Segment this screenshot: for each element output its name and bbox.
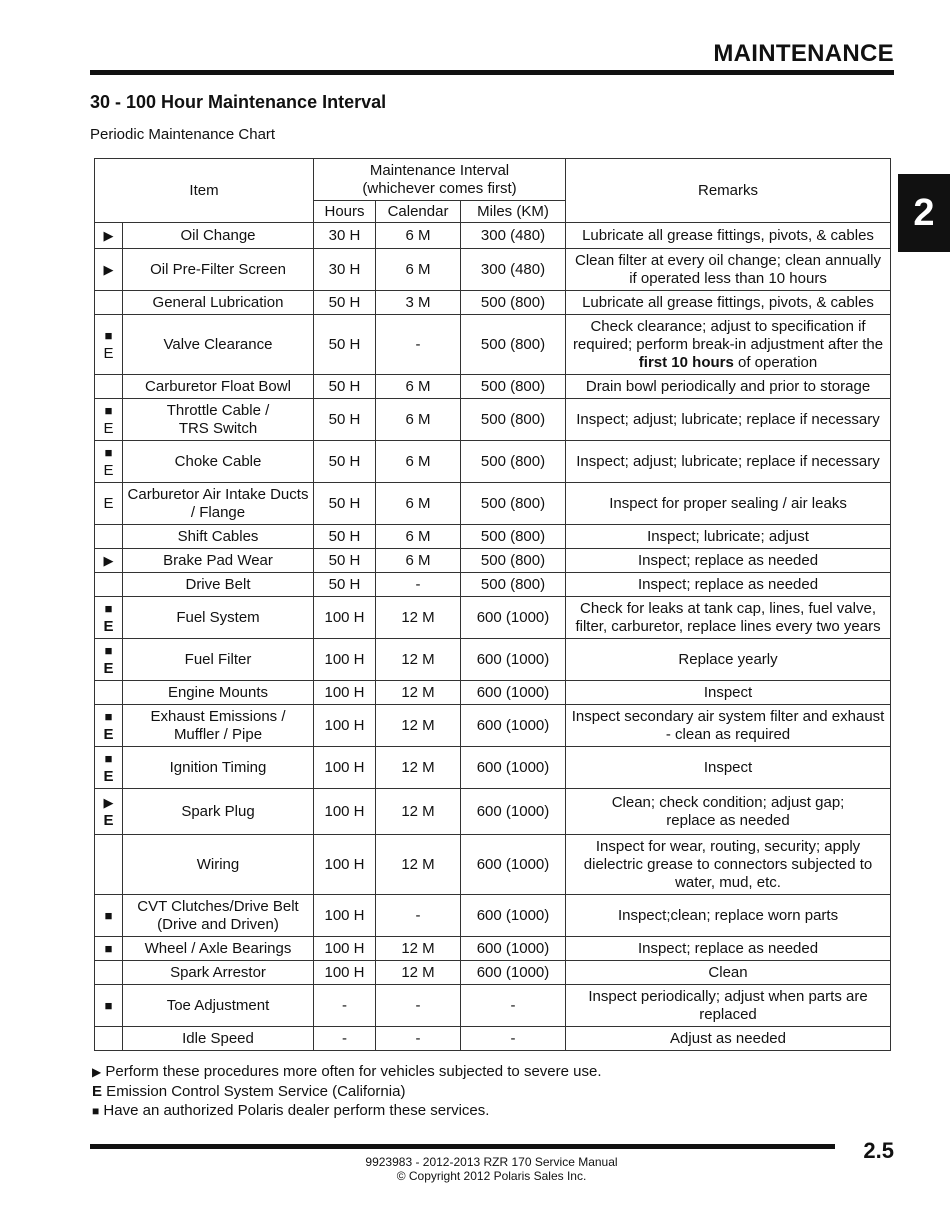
- row-hours: 50 H: [314, 573, 376, 597]
- row-remarks-line: Check for leaks at tank cap, lines, fuel valve,: [580, 599, 876, 617]
- emission-symbol: E: [103, 659, 114, 677]
- row-hours: 100 H: [314, 895, 376, 937]
- row-remarks-line: Inspect; replace as needed: [637, 939, 819, 957]
- header-hours: Hours: [314, 201, 376, 223]
- row-item: [123, 375, 314, 399]
- square-icon: ■: [104, 907, 113, 923]
- row-hours: 50 H: [314, 291, 376, 315]
- row-miles: 500 (800): [461, 573, 566, 597]
- row-remarks-line: Clean; check condition; adjust gap;: [611, 793, 845, 811]
- row-item-line: CVT Clutches/Drive Belt: [137, 897, 299, 915]
- row-miles: 500 (800): [461, 441, 566, 483]
- row-item-line: Toe Adjustment: [166, 996, 270, 1014]
- row-symbols: [95, 223, 123, 249]
- emission-symbol: E: [92, 1083, 103, 1100]
- header-calendar: Calendar: [376, 201, 461, 223]
- row-remarks-line: Clean filter at every oil change; clean annually: [575, 251, 882, 269]
- emission-symbol: E: [103, 811, 114, 829]
- row-remarks-line: Inspect: [703, 758, 753, 776]
- row-miles: 600 (1000): [461, 789, 566, 835]
- table-row: [95, 639, 891, 681]
- row-calendar: 12 M: [376, 835, 461, 895]
- table-row: [95, 681, 891, 705]
- table-row: [95, 835, 891, 895]
- row-item-line: TRS Switch: [178, 419, 258, 437]
- square-icon: ■: [104, 444, 113, 460]
- row-item: [123, 291, 314, 315]
- row-miles: -: [461, 1027, 566, 1051]
- page-heading: 30 - 100 Hour Maintenance Interval: [90, 92, 387, 112]
- emission-symbol: E: [103, 344, 114, 362]
- row-miles: 500 (800): [461, 375, 566, 399]
- row-calendar: 6 M: [376, 399, 461, 441]
- row-remarks-line: of operation: [733, 353, 818, 371]
- square-icon: ■: [104, 708, 113, 724]
- row-symbols: [95, 483, 123, 525]
- row-miles: 600 (1000): [461, 681, 566, 705]
- footer-manual: 9923983 - 2012-2013 RZR 170 Service Manual: [365, 1155, 618, 1169]
- row-calendar: -: [376, 573, 461, 597]
- row-calendar: 12 M: [376, 681, 461, 705]
- row-miles: 500 (800): [461, 399, 566, 441]
- row-item-line: Fuel Filter: [184, 650, 252, 668]
- row-remarks-emphasis: first 10 hours: [638, 353, 734, 371]
- page-number: 2.5: [863, 1138, 894, 1163]
- row-remarks-line: Adjust as needed: [670, 1029, 786, 1047]
- row-remarks: [566, 223, 891, 249]
- row-item: [123, 549, 314, 573]
- row-remarks: [566, 789, 891, 835]
- row-calendar: 6 M: [376, 375, 461, 399]
- row-item-line: Fuel System: [176, 608, 260, 626]
- row-symbols: [95, 441, 123, 483]
- row-item-line: Shift Cables: [177, 527, 259, 545]
- row-remarks-line: if operated less than 10 hours: [629, 269, 827, 287]
- legend-dealer: [92, 1102, 489, 1119]
- table-row: [95, 549, 891, 573]
- table-row: [95, 747, 891, 789]
- row-remarks-line: Replace yearly: [678, 650, 778, 668]
- row-remarks: [566, 483, 891, 525]
- legend-severe-use-text: Perform these procedures more often for vehicles subjected to severe use.: [101, 1063, 602, 1080]
- row-miles: 500 (800): [461, 315, 566, 375]
- row-remarks: [566, 249, 891, 291]
- triangle-icon: ▶: [103, 227, 114, 243]
- chapter-tab: 2: [898, 174, 950, 252]
- table-row: [95, 705, 891, 747]
- row-calendar: 12 M: [376, 705, 461, 747]
- row-miles: 500 (800): [461, 483, 566, 525]
- row-remarks-line: replace as needed: [666, 811, 790, 829]
- row-remarks: [566, 549, 891, 573]
- row-remarks-line: - clean as required: [665, 725, 791, 743]
- row-hours: 100 H: [314, 789, 376, 835]
- row-item: [123, 789, 314, 835]
- row-symbols: [95, 597, 123, 639]
- row-remarks: [566, 1027, 891, 1051]
- row-item: [123, 835, 314, 895]
- row-item: [123, 985, 314, 1027]
- row-item: [123, 315, 314, 375]
- row-miles: 300 (480): [461, 249, 566, 291]
- row-hours: 50 H: [314, 549, 376, 573]
- row-symbols: [95, 525, 123, 549]
- row-hours: 100 H: [314, 961, 376, 985]
- square-icon: ■: [104, 327, 113, 343]
- row-remarks: [566, 441, 891, 483]
- row-symbols: [95, 705, 123, 747]
- row-item: [123, 895, 314, 937]
- table-row: [95, 985, 891, 1027]
- row-hours: 100 H: [314, 597, 376, 639]
- row-item: [123, 747, 314, 789]
- table-row: [95, 1027, 891, 1051]
- row-remarks: [566, 315, 891, 375]
- square-icon: ■: [104, 402, 113, 418]
- row-miles: 600 (1000): [461, 961, 566, 985]
- row-item-line: Carburetor Float Bowl: [145, 377, 291, 395]
- row-miles: 600 (1000): [461, 835, 566, 895]
- row-remarks: [566, 375, 891, 399]
- row-symbols: [95, 895, 123, 937]
- row-remarks: [566, 573, 891, 597]
- table-row: [95, 525, 891, 549]
- row-hours: 100 H: [314, 835, 376, 895]
- row-hours: 100 H: [314, 639, 376, 681]
- row-remarks-line: Lubricate all grease fittings, pivots, & cables: [582, 226, 874, 244]
- row-item: [123, 525, 314, 549]
- square-icon: ■: [104, 600, 113, 616]
- row-hours: -: [314, 1027, 376, 1051]
- emission-symbol: E: [103, 461, 114, 479]
- legend-emission: [92, 1083, 405, 1100]
- row-miles: 600 (1000): [461, 895, 566, 937]
- table-row: [95, 249, 891, 291]
- row-remarks-line: water, mud, etc.: [675, 873, 781, 891]
- row-item: [123, 639, 314, 681]
- row-remarks: [566, 681, 891, 705]
- row-calendar: 12 M: [376, 789, 461, 835]
- row-miles: 500 (800): [461, 291, 566, 315]
- row-symbols: [95, 961, 123, 985]
- row-item: [123, 681, 314, 705]
- row-symbols: [95, 549, 123, 573]
- row-remarks: [566, 961, 891, 985]
- table-row: [95, 789, 891, 835]
- row-remarks-line: required; perform break-in adjustment after the: [572, 335, 884, 353]
- row-calendar: 6 M: [376, 483, 461, 525]
- row-remarks-line: Lubricate all grease fittings, pivots, & cables: [582, 293, 874, 311]
- row-remarks-line: Drain bowl periodically and prior to storage: [585, 377, 871, 395]
- table-row: [95, 937, 891, 961]
- row-symbols: [95, 291, 123, 315]
- table-row: [95, 375, 891, 399]
- row-remarks-line: Inspect;clean; replace worn parts: [617, 906, 839, 924]
- triangle-icon: ▶: [103, 794, 114, 810]
- row-symbols: [95, 315, 123, 375]
- row-remarks-line: Inspect secondary air system filter and exhaust: [571, 707, 885, 725]
- row-hours: 100 H: [314, 937, 376, 961]
- header-remarks: Remarks: [566, 159, 891, 223]
- row-remarks: [566, 895, 891, 937]
- row-item-line: Oil Pre-Filter Screen: [150, 260, 286, 278]
- row-item-line: Drive Belt: [185, 575, 251, 593]
- row-remarks: [566, 985, 891, 1027]
- table-row: [95, 223, 891, 249]
- footer-rule: [90, 1144, 835, 1149]
- row-symbols: [95, 985, 123, 1027]
- row-calendar: -: [376, 1027, 461, 1051]
- header-miles: Miles (KM): [461, 201, 566, 223]
- row-hours: 50 H: [314, 441, 376, 483]
- square-icon: ■: [104, 997, 113, 1013]
- triangle-icon: ▶: [103, 552, 114, 568]
- row-calendar: 12 M: [376, 937, 461, 961]
- row-remarks: [566, 937, 891, 961]
- row-item: [123, 223, 314, 249]
- row-remarks-line: Inspect; adjust; lubricate; replace if necessary: [576, 452, 880, 470]
- row-symbols: [95, 835, 123, 895]
- row-hours: 50 H: [314, 483, 376, 525]
- row-item: [123, 573, 314, 597]
- row-hours: 30 H: [314, 223, 376, 249]
- row-item-line: Idle Speed: [182, 1029, 254, 1047]
- maintenance-table-body: [95, 223, 891, 1051]
- row-miles: 600 (1000): [461, 639, 566, 681]
- row-miles: 500 (800): [461, 549, 566, 573]
- row-remarks: [566, 639, 891, 681]
- row-item: [123, 597, 314, 639]
- row-symbols: [95, 399, 123, 441]
- row-remarks-line: Clean: [708, 963, 748, 981]
- table-row: [95, 483, 891, 525]
- row-calendar: 12 M: [376, 639, 461, 681]
- emission-symbol: E: [103, 767, 114, 785]
- row-item-line: Valve Clearance: [163, 335, 273, 353]
- row-calendar: 6 M: [376, 549, 461, 573]
- row-symbols: [95, 747, 123, 789]
- row-calendar: 3 M: [376, 291, 461, 315]
- square-icon: ■: [104, 642, 113, 658]
- row-calendar: -: [376, 315, 461, 375]
- square-icon: ■: [92, 1104, 100, 1118]
- row-remarks-line: filter, carburetor, replace lines every two years: [575, 617, 881, 635]
- table-row: [95, 291, 891, 315]
- row-hours: 50 H: [314, 315, 376, 375]
- square-icon: ■: [104, 750, 113, 766]
- legend-emission-text: Emission Control System Service (California): [102, 1083, 406, 1100]
- row-remarks-line: dielectric grease to connectors subjected to: [583, 855, 873, 873]
- row-remarks-line: Inspect for wear, routing, security; apply: [595, 837, 861, 855]
- row-miles: 600 (1000): [461, 597, 566, 639]
- row-item: [123, 705, 314, 747]
- table-row: [95, 315, 891, 375]
- row-item-line: Choke Cable: [174, 452, 262, 470]
- row-item: [123, 399, 314, 441]
- row-remarks-line: Inspect for proper sealing / air leaks: [609, 494, 847, 512]
- row-item: [123, 441, 314, 483]
- row-item-line: Wheel / Axle Bearings: [144, 939, 292, 957]
- table-row: [95, 895, 891, 937]
- emission-symbol: E: [103, 725, 114, 743]
- row-remarks-line: Inspect; adjust; lubricate; replace if necessary: [576, 410, 880, 428]
- row-remarks-line: Check clearance; adjust to specification if: [590, 317, 866, 335]
- row-calendar: 12 M: [376, 961, 461, 985]
- table-row: [95, 961, 891, 985]
- table-row: [95, 573, 891, 597]
- triangle-icon: ▶: [103, 261, 114, 277]
- row-symbols: [95, 249, 123, 291]
- section-title: MAINTENANCE: [713, 40, 894, 67]
- row-miles: 300 (480): [461, 223, 566, 249]
- row-item-line: Spark Plug: [181, 802, 255, 820]
- chart-caption: Periodic Maintenance Chart: [90, 126, 276, 143]
- row-symbols: [95, 573, 123, 597]
- header-interval: [314, 159, 566, 201]
- row-calendar: 6 M: [376, 525, 461, 549]
- row-remarks-line: Inspect; lubricate; adjust: [647, 527, 809, 545]
- row-hours: 100 H: [314, 705, 376, 747]
- row-symbols: [95, 375, 123, 399]
- header-interval-line2: (whichever comes first): [362, 179, 517, 197]
- row-remarks-line: Inspect periodically; adjust when parts are: [588, 987, 868, 1005]
- row-miles: 500 (800): [461, 525, 566, 549]
- footer-copyright: © Copyright 2012 Polaris Sales Inc.: [396, 1169, 587, 1183]
- row-symbols: [95, 681, 123, 705]
- row-remarks: [566, 835, 891, 895]
- row-item-line: Ignition Timing: [169, 758, 267, 776]
- row-item: [123, 1027, 314, 1051]
- row-item-line: Spark Arrestor: [170, 963, 266, 981]
- row-remarks: [566, 705, 891, 747]
- row-remarks: [566, 525, 891, 549]
- row-calendar: 12 M: [376, 747, 461, 789]
- row-item-line: Engine Mounts: [167, 683, 269, 701]
- row-remarks: [566, 399, 891, 441]
- row-remarks-line: Inspect: [703, 683, 753, 701]
- legend-dealer-text: Have an authorized Polaris dealer perform these services.: [99, 1102, 490, 1119]
- row-item: [123, 249, 314, 291]
- triangle-icon: ▶: [92, 1065, 102, 1079]
- row-hours: 50 H: [314, 525, 376, 549]
- maintenance-table: [94, 158, 891, 1051]
- row-remarks-line: Inspect; replace as needed: [637, 575, 819, 593]
- row-calendar: 12 M: [376, 597, 461, 639]
- row-symbols: [95, 937, 123, 961]
- row-miles: 600 (1000): [461, 937, 566, 961]
- row-hours: 30 H: [314, 249, 376, 291]
- emission-symbol: E: [103, 617, 114, 635]
- row-calendar: 6 M: [376, 223, 461, 249]
- header-interval-line1: Maintenance Interval: [369, 161, 510, 179]
- row-remarks: [566, 597, 891, 639]
- row-item: [123, 937, 314, 961]
- row-calendar: 6 M: [376, 441, 461, 483]
- row-item: [123, 483, 314, 525]
- row-item-line: Exhaust Emissions /: [150, 707, 286, 725]
- emission-symbol: E: [103, 494, 114, 512]
- row-hours: 50 H: [314, 399, 376, 441]
- row-hours: 100 H: [314, 747, 376, 789]
- row-remarks-line: replaced: [699, 1005, 757, 1023]
- row-miles: 600 (1000): [461, 747, 566, 789]
- row-item-line: Wiring: [196, 855, 240, 873]
- row-item: [123, 961, 314, 985]
- header-item: Item: [95, 159, 314, 223]
- row-symbols: [95, 789, 123, 835]
- row-hours: 50 H: [314, 375, 376, 399]
- row-remarks: [566, 291, 891, 315]
- row-calendar: 6 M: [376, 249, 461, 291]
- legend-severe-use: [92, 1063, 602, 1080]
- table-row: [95, 597, 891, 639]
- row-hours: 100 H: [314, 681, 376, 705]
- row-symbols: [95, 1027, 123, 1051]
- row-miles: 600 (1000): [461, 705, 566, 747]
- row-item-line: Carburetor Air Intake Ducts: [127, 485, 309, 503]
- header-rule: [90, 70, 894, 75]
- row-item-line: Muffler / Pipe: [173, 725, 263, 743]
- row-symbols: [95, 639, 123, 681]
- row-calendar: -: [376, 895, 461, 937]
- row-remarks: [566, 747, 891, 789]
- table-row: [95, 441, 891, 483]
- row-remarks-line: Inspect; replace as needed: [637, 551, 819, 569]
- square-icon: ■: [104, 940, 113, 956]
- row-hours: -: [314, 985, 376, 1027]
- emission-symbol: E: [103, 419, 114, 437]
- row-item-line: Brake Pad Wear: [163, 551, 273, 569]
- row-item-line: General Lubrication: [152, 293, 284, 311]
- row-miles: -: [461, 985, 566, 1027]
- row-item-line: (Drive and Driven): [157, 915, 279, 933]
- table-row: [95, 399, 891, 441]
- row-calendar: -: [376, 985, 461, 1027]
- row-item-line: Oil Change: [180, 226, 256, 244]
- row-item-line: / Flange: [190, 503, 246, 521]
- row-item-line: Throttle Cable /: [166, 401, 270, 419]
